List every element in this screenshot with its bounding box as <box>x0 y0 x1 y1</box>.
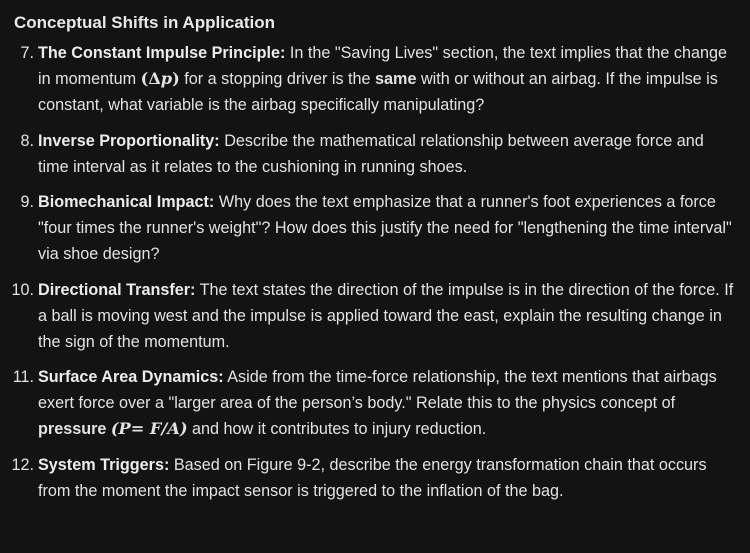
list-item <box>14 128 736 180</box>
item-number: 11. <box>12 368 34 386</box>
item-text: Why does the text emphasize that a runner's foot experiences a force "four times the runner's weight"? How does this justify the need for "lengthening the time interval" via shoe design? <box>38 193 732 263</box>
math-inline: (Δp) <box>140 69 180 88</box>
math-formula: (P= F/A) <box>110 419 188 438</box>
item-term: Inverse Proportionality: <box>38 131 220 150</box>
emphasis: pressure <box>38 420 107 438</box>
item-text: In the "Saving Lives" section, the text implies that the change in momentum <box>38 44 727 88</box>
item-text: for a stopping driver is the <box>179 70 376 88</box>
item-text: Aside from the time-force relationship, the text mentions that airbags exert force over a "larger area of the person’s body." Relate this to the physics concept of <box>38 368 717 412</box>
list-item <box>11 277 736 355</box>
item-term: System Triggers: <box>38 455 170 474</box>
item-number: 10. <box>11 280 34 299</box>
item-number: 9. <box>20 193 34 211</box>
item-text: The text states the direction of the impulse is in the direction of the force. If a ball is moving west and the impulse is applied toward the east, explain the resulting change in the sign of the momentum. <box>38 280 734 351</box>
list-item <box>14 40 736 118</box>
item-term: The Constant Impulse Principle: <box>38 44 286 62</box>
item-number: 7. <box>20 44 34 62</box>
item-number: 12. <box>11 455 34 474</box>
item-term: Surface Area Dynamics: <box>38 368 224 386</box>
list-item <box>11 452 736 504</box>
item-text: Describe the mathematical relationship between average force and time interval as it relates to the cushioning in running shoes. <box>38 131 704 176</box>
question-list <box>11 40 736 504</box>
item-number: 8. <box>20 131 34 150</box>
item-term: Biomechanical Impact: <box>38 193 215 211</box>
section-heading: Conceptual Shifts in Application <box>14 13 275 32</box>
item-text: with or without an airbag. If the impulse is constant, what variable is the airbag specifically manipulating? <box>38 70 718 114</box>
item-term: Directional Transfer: <box>38 280 196 299</box>
list-item <box>14 364 736 442</box>
item-text: Based on Figure 9-2, describe the energy transformation chain that occurs from the moment the impact sensor is triggered to the inflation of the bag. <box>38 455 707 500</box>
list-item <box>14 189 736 267</box>
emphasis: same <box>375 70 417 88</box>
response-content <box>11 10 736 513</box>
item-text: and how it contributes to injury reduction. <box>187 420 487 438</box>
